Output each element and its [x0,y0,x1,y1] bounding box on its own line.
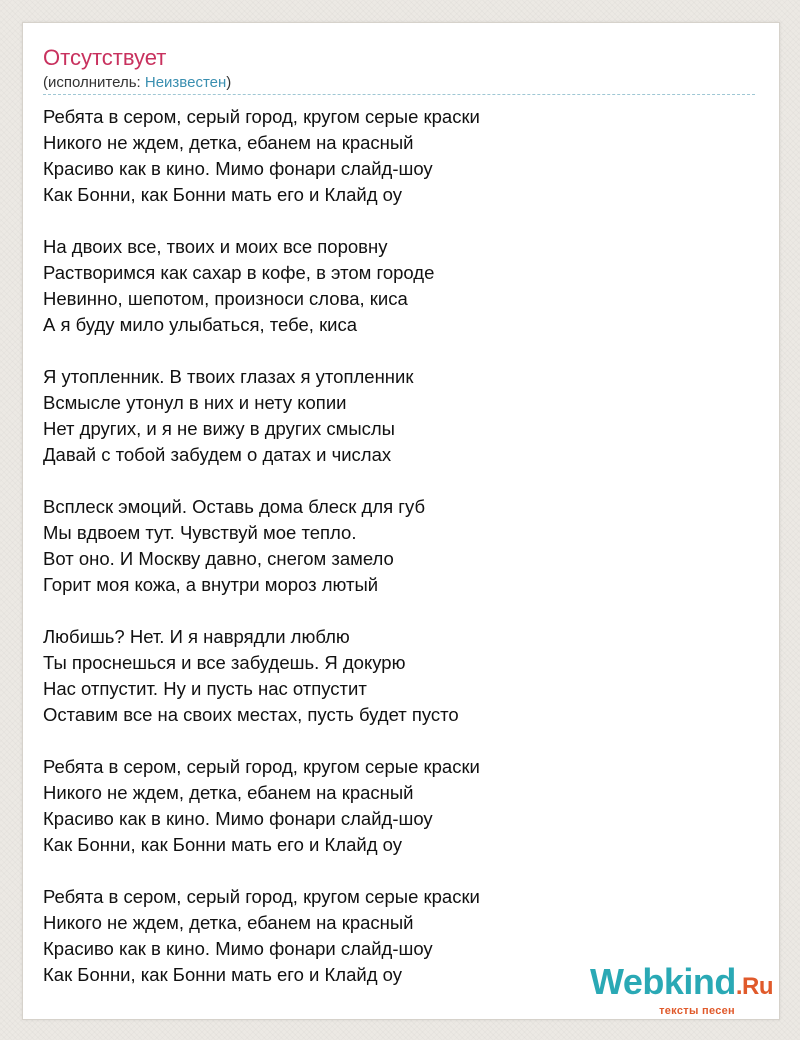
lyric-line: Ребята в сером, серый город, кругом серые краски [43,886,480,907]
lyric-line: Как Бонни, как Бонни мать его и Клайд оу [43,184,402,205]
watermark-tagline: тексты песен [659,1005,735,1017]
watermark-brand-text: Webkind [589,961,736,1002]
artist-suffix: ) [226,74,232,91]
artist-link[interactable]: Неизвестен [144,74,227,91]
lyric-line: Я утопленник. В твоих глазах я утопленник [43,366,414,387]
lyric-line: Растворимся как сахар в кофе, в этом городе [43,262,435,283]
stanza [43,364,755,468]
lyric-line: Давай с тобой забудем о датах и числах [43,444,392,465]
lyric-line: Ребята в сером, серый город, кругом серые краски [43,106,480,127]
lyric-line: Невинно, шепотом, произноси слова, киса [43,288,408,309]
artist-prefix: (исполнитель: [43,74,145,91]
lyrics-card [22,22,780,1020]
lyric-line: Любишь? Нет. И я наврядли люблю [43,626,350,647]
song-title: Отсутствует [43,45,167,70]
lyric-line: Как Бонни, как Бонни мать его и Клайд оу [43,964,402,985]
lyric-line: Нет других, и я не вижу в других смыслы [43,418,395,439]
stanza [43,494,755,598]
lyric-line: А я буду мило улыбаться, тебе, киса [43,314,358,335]
lyric-line: Всмысле утонул в них и нету копии [43,392,347,413]
lyrics-body [43,104,755,1014]
lyric-line: Никого не ждем, детка, ебанем на красный [43,912,414,933]
artist-meta [43,73,231,93]
lyric-line: Оставим все на своих местах, пусть будет пусто [43,704,459,725]
lyric-line: Всплеск эмоций. Оставь дома блеск для губ [43,496,426,517]
lyric-line: Как Бонни, как Бонни мать его и Клайд оу [43,834,402,855]
lyric-line: Красиво как в кино. Мимо фонари слайд-шоу [43,938,433,959]
stanza [43,754,755,858]
lyric-line: Ребята в сером, серый город, кругом серые краски [43,756,480,777]
stanza [43,104,755,208]
stanza [43,234,755,338]
lyric-line: Мы вдвоем тут. Чувствуй мое тепло. [43,522,357,543]
lyric-line: Никого не ждем, детка, ебанем на красный [43,782,414,803]
lyric-line: Красиво как в кино. Мимо фонари слайд-шоу [43,158,433,179]
lyric-line: Красиво как в кино. Мимо фонари слайд-шоу [43,808,433,829]
lyric-line: Нас отпустит. Ну и пусть нас отпустит [43,678,367,699]
lyric-line: Ты проснешься и все забудешь. Я докурю [43,652,406,673]
lyric-line: Вот оно. И Москву давно, снегом замело [43,548,394,569]
site-watermark [589,961,773,1017]
watermark-tld: .Ru [735,973,773,1000]
watermark-brand [589,961,773,1005]
lyric-line: На двоих все, твоих и моих все поровну [43,236,388,257]
lyric-line: Горит моя кожа, а внутри мороз лютый [43,574,379,595]
title-divider [43,94,755,95]
lyric-line: Никого не ждем, детка, ебанем на красный [43,132,414,153]
stanza [43,624,755,728]
